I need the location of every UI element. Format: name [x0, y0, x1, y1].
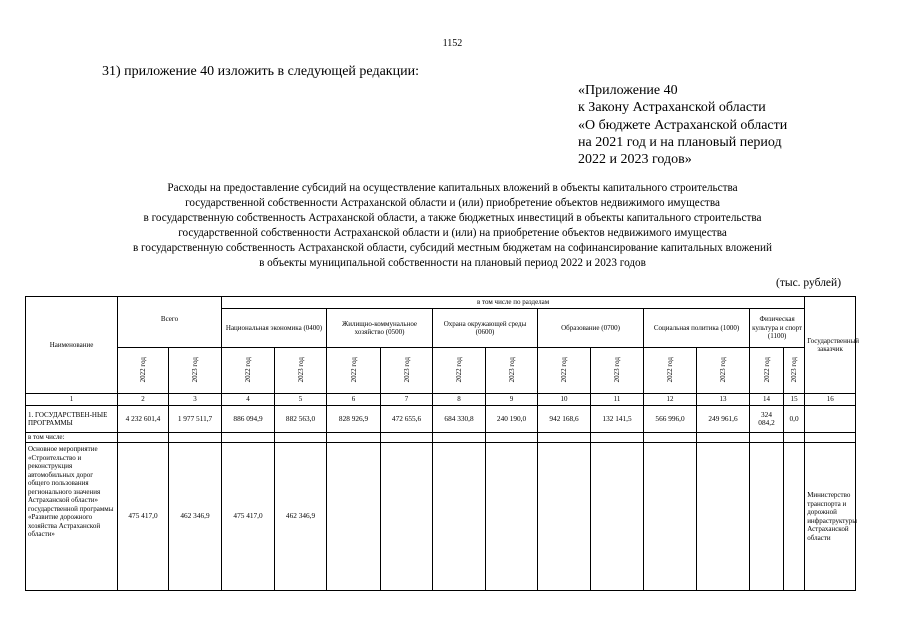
- expenses-table: [25, 296, 860, 591]
- appendix-line: «О бюджете Астраханской области: [578, 117, 788, 133]
- header-year-2022: [750, 348, 784, 394]
- cell-value: 0,0: [784, 406, 805, 433]
- year-label: 2022 год: [349, 356, 358, 382]
- cell-empty: [538, 433, 591, 443]
- col-number: 8: [433, 394, 486, 406]
- year-label: 2023 год: [507, 356, 516, 382]
- cell-value: 684 330,8: [433, 406, 486, 433]
- cell-value: 886 094,9: [222, 406, 275, 433]
- cell-value: 566 996,0: [644, 406, 697, 433]
- col-number: 1: [26, 394, 118, 406]
- cell-empty: [644, 433, 697, 443]
- cell-empty: [222, 433, 275, 443]
- year-label: 2023 год: [402, 356, 411, 382]
- cell-value: [591, 443, 644, 591]
- appendix-line: 2022 и 2023 годов»: [578, 152, 692, 168]
- header-total: Всего: [118, 297, 222, 348]
- cell-value: 324 084,2: [750, 406, 784, 433]
- year-label: 2023 год: [790, 356, 799, 382]
- header-year-2022: [644, 348, 697, 394]
- cell-value: 828 926,9: [327, 406, 381, 433]
- cell-value: 249 961,6: [697, 406, 750, 433]
- year-label: 2022 год: [666, 356, 675, 382]
- cell-value: 462 346,9: [169, 443, 222, 591]
- table-row-measure: [26, 443, 856, 591]
- year-label: 2023 год: [719, 356, 728, 382]
- cell-value: 475 417,0: [118, 443, 169, 591]
- title-line: в государственную собственность Астраханской области, а также бюджетных инвестиций в объекты капитального строительства: [143, 212, 762, 224]
- cell-value: [433, 443, 486, 591]
- cell-value: [697, 443, 750, 591]
- col-number: 6: [327, 394, 381, 406]
- header-year-2023: [275, 348, 327, 394]
- year-label: 2022 год: [244, 356, 253, 382]
- cell-empty: [750, 433, 784, 443]
- cell-value: [327, 443, 381, 591]
- col-number: 14: [750, 394, 784, 406]
- header-by-sections: в том числе по разделам: [222, 297, 805, 309]
- header-section-0600: Охрана окружающей среды (0600): [433, 309, 538, 348]
- cell-value: [784, 443, 805, 591]
- year-label: 2022 год: [762, 356, 771, 382]
- col-number: 12: [644, 394, 697, 406]
- header-year-2023: [169, 348, 222, 394]
- cell-empty: [169, 433, 222, 443]
- cell-value: 882 563,0: [275, 406, 327, 433]
- header-year-2022: [327, 348, 381, 394]
- col-number: 10: [538, 394, 591, 406]
- header-section-0700: Образование (0700): [538, 309, 644, 348]
- cell-value: 132 141,5: [591, 406, 644, 433]
- cell-value: 4 232 601,4: [118, 406, 169, 433]
- cell-empty: [433, 433, 486, 443]
- header-section-0400: Национальная экономика (0400): [222, 309, 327, 348]
- cell-value: [381, 443, 433, 591]
- header-year-2022: [433, 348, 486, 394]
- row-name: 1. ГОСУДАРСТВЕН-НЫЕ ПРОГРАММЫ: [26, 406, 118, 433]
- header-name: Наименование: [26, 297, 118, 394]
- row-customer: Министерство транспорта и дорожной инфраструктуры Астраханской области: [805, 443, 856, 591]
- cell-empty: [381, 433, 433, 443]
- table-row-including: [26, 433, 856, 443]
- col-number: 9: [486, 394, 538, 406]
- table-row-programs: [26, 406, 856, 433]
- header-year-2023: [784, 348, 805, 394]
- header-year-2023: [381, 348, 433, 394]
- header-customer: Государственный заказчик: [805, 297, 856, 394]
- header-section-0500: Жилищно-коммунальное хозяйство (0500): [327, 309, 433, 348]
- header-year-2023: [591, 348, 644, 394]
- column-number-row: [26, 394, 856, 406]
- cell-empty: [275, 433, 327, 443]
- cell-value: [486, 443, 538, 591]
- cell-empty: [697, 433, 750, 443]
- cell-empty: [805, 433, 856, 443]
- intro-text: 31) приложение 40 изложить в следующей редакции:: [102, 64, 419, 79]
- col-number: 11: [591, 394, 644, 406]
- title-line: государственной собственности Астраханской области и (или) на приобретение объектов недвижимого имущества: [178, 227, 727, 239]
- year-label: 2023 год: [613, 356, 622, 382]
- year-label: 2022 год: [139, 356, 147, 382]
- cell-value: 942 168,6: [538, 406, 591, 433]
- cell-value: 1 977 511,7: [169, 406, 222, 433]
- cell-value: 240 190,0: [486, 406, 538, 433]
- header-year-2022: [538, 348, 591, 394]
- col-number: 15: [784, 394, 805, 406]
- page-number: 1152: [442, 38, 463, 49]
- header-year-2023: [697, 348, 750, 394]
- cell-empty: [805, 406, 856, 433]
- title-line: в государственную собственность Астраханской области, субсидий местным бюджетам на софинансирование капитальных вложений: [132, 242, 773, 254]
- col-number: 3: [169, 394, 222, 406]
- appendix-line: к Закону Астраханской области: [578, 100, 766, 116]
- header-year-2022: [118, 348, 169, 394]
- year-label: 2022 год: [455, 356, 464, 382]
- cell-empty: [784, 433, 805, 443]
- cell-value: [538, 443, 591, 591]
- header-year-2023: [486, 348, 538, 394]
- appendix-reference: [578, 82, 787, 168]
- year-label: 2022 год: [560, 356, 569, 382]
- col-number: 7: [381, 394, 433, 406]
- cell-empty: [327, 433, 381, 443]
- cell-value: 462 346,9: [275, 443, 327, 591]
- year-label: 2023 год: [191, 356, 199, 382]
- units-label: (тыс. рублей): [776, 277, 842, 289]
- col-number: 5: [275, 394, 327, 406]
- appendix-line: на 2021 год и на плановый период: [578, 134, 782, 150]
- cell-value: [644, 443, 697, 591]
- appendix-line: «Приложение 40: [578, 83, 678, 98]
- col-number: 13: [697, 394, 750, 406]
- header-section-1000: Социальная политика (1000): [644, 309, 750, 348]
- cell-value: 472 655,6: [381, 406, 433, 433]
- cell-value: [750, 443, 784, 591]
- document-title: [30, 181, 875, 271]
- col-number: 4: [222, 394, 275, 406]
- title-line: в объекты муниципальной собственности на плановый период 2022 и 2023 годов: [259, 257, 646, 269]
- col-number: 2: [118, 394, 169, 406]
- title-line: Расходы на предоставление субсидий на осуществление капитальных вложений в объекты капитального строительства: [167, 182, 738, 194]
- header-section-1100: Физическая культура и спорт (1100): [750, 309, 805, 348]
- cell-empty: [591, 433, 644, 443]
- cell-empty: [118, 433, 169, 443]
- row-name: Основное мероприятие «Строительство и реконструкция автомобильных дорог общего пользования регионального значения Астраханской области» государственной программы «Развитие дорожного хозяйства Астраханской области»: [26, 443, 118, 591]
- col-number: 16: [805, 394, 856, 406]
- cell-empty: [486, 433, 538, 443]
- title-line: государственной собственности Астраханской области и (или) приобретение объектов недвижимого имущества: [185, 197, 720, 209]
- year-label: 2023 год: [296, 356, 305, 382]
- header-year-2022: [222, 348, 275, 394]
- cell-value: 475 417,0: [222, 443, 275, 591]
- row-name: в том числе:: [26, 433, 118, 443]
